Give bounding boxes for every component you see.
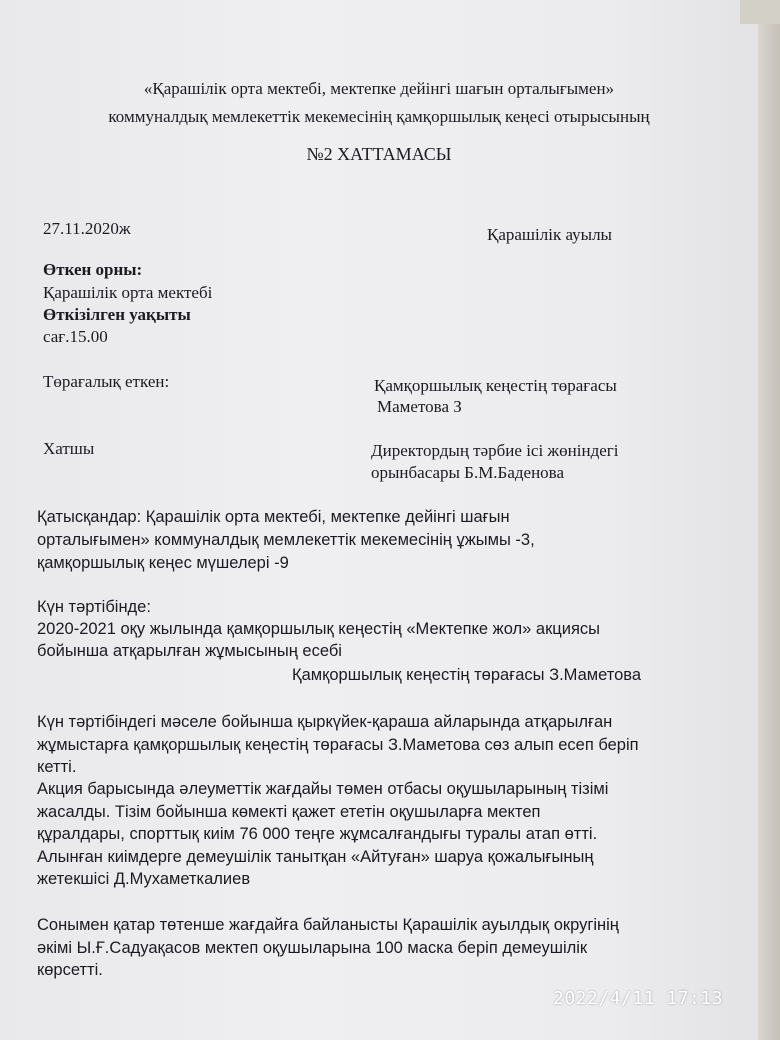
header-line-2: коммуналдық мемлекеттік мекемесінің қамқоршылық кеңесі отырысының xyxy=(108,107,650,126)
body-line: кетті. xyxy=(37,758,77,776)
time: сағ.15.00 xyxy=(43,327,108,346)
agenda-speaker: Қамқоршылық кеңестің төрағасы З.Маметова xyxy=(292,666,642,684)
body-line: жетекшісі Д.Мухаметкалиев xyxy=(37,870,251,888)
participants-line: Қатысқандар: Қарашілік орта мектебі, мектепке дейінгі шағын xyxy=(37,508,510,526)
agenda-label: Күн тәртібінде: xyxy=(37,598,151,616)
venue-label: Өткен орны: xyxy=(43,260,143,279)
body-line: Күн тәртібіндегі мәселе бойынша қыркүйек-қараша айларында атқарылған xyxy=(37,713,613,731)
venue: Қарашілік орта мектебі xyxy=(43,283,213,302)
body-line: жұмыстарға қамқоршылық кеңестің төрағасы З.Маметова сөз алып есеп беріп xyxy=(37,736,639,754)
date: 27.11.2020ж xyxy=(43,219,131,238)
closing-line: әкімі Ы.Ғ.Садуақасов мектеп оқушыларына 100 маска беріп демеушілік xyxy=(37,939,588,957)
agenda-item: 2020-2021 оқу жылында қамқоршылық кеңестің «Мектепке жол» акциясы xyxy=(37,620,601,638)
photo-timestamp: 2022/4/11 17:13 xyxy=(553,988,724,1009)
secretary-label: Хатшы xyxy=(43,439,95,458)
agenda-item: бойынша атқарылған жұмысының есебі xyxy=(37,642,342,660)
participants-line: орталығымен» коммуналдық мемлекеттік мекемесінің ұжымы -3, xyxy=(37,531,535,549)
body-line: құралдары, спорттық киім 76 000 теңге жұмсалғандығы туралы атап өтті. xyxy=(37,825,598,843)
participants-line: қамқоршылық кеңес мүшелері -9 xyxy=(37,554,289,572)
secretary-title: Директордың тәрбие ісі жөніндегі xyxy=(371,441,619,460)
body-line: жасалды. Тізім бойынша көмекті қажет ететін оқушыларға мектеп xyxy=(37,803,541,821)
document-title: №2 ХАТТАМАСЫ xyxy=(306,144,452,164)
closing-line: көрсетті. xyxy=(37,961,103,979)
closing-line: Сонымен қатар төтенше жағдайға байланысты Қарашілік ауылдық округінің xyxy=(37,916,619,934)
chair-title: Қамқоршылық кеңестің төрағасы xyxy=(374,376,617,395)
secretary-name: орынбасары Б.М.Баденова xyxy=(371,463,565,482)
page-edge-shadow xyxy=(758,0,780,1040)
page-corner xyxy=(740,0,780,24)
body-line: Акция барысында әлеуметтік жағдайы төмен отбасы оқушыларының тізімі xyxy=(37,780,609,798)
place: Қарашілік ауылы xyxy=(487,225,612,244)
chair-label: Төрағалық еткен: xyxy=(43,372,170,391)
chair-name: Маметова З xyxy=(377,397,462,416)
time-label: Өткізілген уақыты xyxy=(43,305,191,324)
body-line: Алынған киімдерге демеушілік танытқан «Айтуған» шаруа қожалығының xyxy=(37,848,594,866)
header-line-1: «Қарашілік орта мектебі, мектепке дейінгі шағын орталығымен» xyxy=(143,79,615,98)
